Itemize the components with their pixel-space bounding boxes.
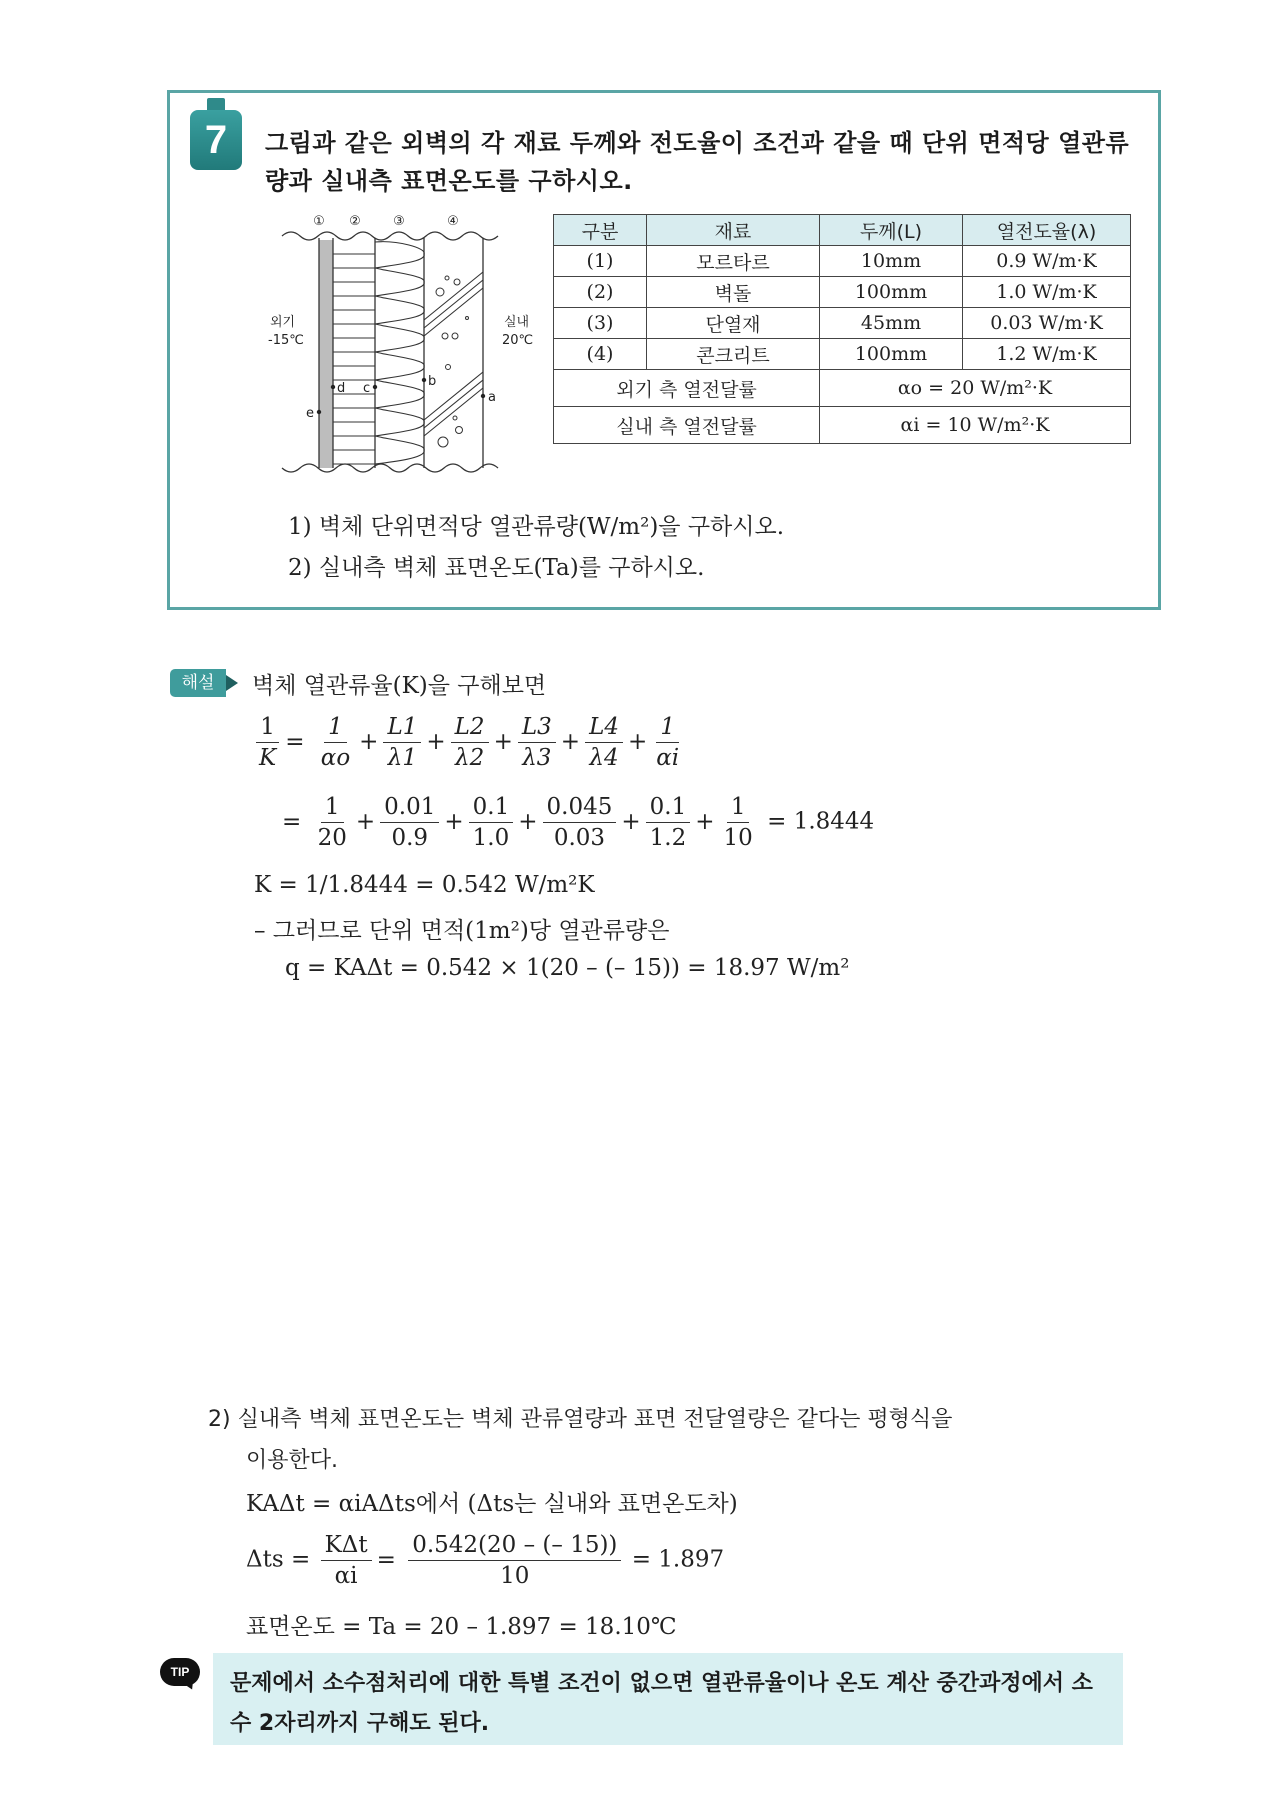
outside-temp: -15℃ (268, 333, 304, 348)
fraction: $\frac{1}{\alpha o}$ (320, 714, 351, 771)
inside-temp: 20℃ (502, 333, 534, 348)
row-id: (3) (554, 308, 647, 339)
balance-equation: KAΔt = αiAΔts에서 (Δts는 실내와 표면온도차) (246, 1491, 738, 1517)
fraction: $\frac{0.1}{1.2}$ (646, 792, 691, 853)
row-thickness: 10mm (820, 246, 963, 277)
row-id: (2) (554, 277, 647, 308)
table-header-row (554, 215, 1131, 246)
fraction: $\frac{L3}{\lambda 3}$ (518, 712, 556, 773)
inside-label: 실내 (504, 315, 530, 330)
point-c-label: c (363, 381, 371, 396)
row-thickness: 45mm (820, 308, 963, 339)
plus-sign: + (627, 728, 648, 755)
surface-temp-line: 표면온도 = Ta = 20 – 1.897 = 18.10℃ (246, 1614, 677, 1640)
concrete-band-line (424, 280, 483, 328)
plus-sign: + (493, 728, 513, 755)
concrete-band-line (424, 388, 483, 436)
fraction: $\frac{0.542(20 - (- 15))}{10}$ (408, 1530, 621, 1591)
point-d-label: d (337, 381, 346, 396)
fraction: $\frac{\text{KΔt}}{\alpha i}$ (321, 1530, 372, 1591)
layer-label-1: ① (313, 214, 325, 229)
solution-intro: 벽체 열관류율(K)을 구해보면 (252, 673, 547, 699)
wall-section-diagram (262, 210, 552, 480)
concrete-band-line (424, 288, 483, 336)
table-row (554, 339, 1131, 370)
plus-sign: + (621, 808, 641, 835)
row-material: 모르타르 (647, 246, 820, 277)
layer-label-3: ③ (393, 214, 405, 229)
insulation-pattern (375, 242, 424, 464)
wavy-bottom-edge (282, 464, 498, 472)
part2-text-2: 이용한다. (246, 1448, 339, 1473)
point-d-marker (331, 385, 335, 389)
row-material: 콘크리트 (647, 339, 820, 370)
header-thickness: 두께(L) (820, 215, 963, 246)
aggregate-dot (456, 427, 463, 434)
table-row (554, 246, 1131, 277)
row-conductivity: 1.0 W/m·K (963, 277, 1131, 308)
heat-flow-line: q = KAΔt = 0.542 × 1(20 – (– 15)) = 18.97 W/m² (285, 955, 850, 981)
fraction: $\frac{1}{K}$ (255, 712, 280, 773)
aggregate-dot (445, 276, 449, 280)
row-conductivity: 0.9 W/m·K (963, 246, 1131, 277)
problem-number: 7 (190, 110, 242, 170)
inside-film-row (554, 407, 1131, 444)
fraction: $\frac{L2}{\lambda 2}$ (451, 712, 489, 773)
inside-film-label: 실내 측 열전달률 (554, 407, 820, 444)
layer-label-2: ② (349, 214, 361, 229)
outside-label: 외기 (270, 315, 296, 330)
mortar-layer (319, 240, 333, 468)
problem-number-badge (190, 98, 242, 172)
sub-question-2: 2) 실내측 벽체 표면온도(Ta)를 구하시오. (288, 555, 705, 581)
outside-film-value: αo = 20 W/m²·K (820, 370, 1131, 407)
point-e-label: e (306, 406, 314, 421)
aggregate-dot (446, 365, 451, 370)
row-id: (1) (554, 246, 647, 277)
plus-sign: + (444, 808, 464, 835)
row-thickness: 100mm (820, 339, 963, 370)
fraction: $\frac{1}{\alpha i}$ (656, 714, 680, 771)
row-material: 단열재 (647, 308, 820, 339)
wavy-top-edge (282, 232, 498, 240)
row-id: (4) (554, 339, 647, 370)
header-category: 구분 (554, 215, 647, 246)
header-conductivity: 열전도율(λ) (963, 215, 1131, 246)
table-row (554, 277, 1131, 308)
plus-sign: + (359, 728, 379, 755)
point-a-label: a (488, 390, 496, 405)
delta-ts-lhs: Δts = (246, 1546, 311, 1573)
plus-sign: + (355, 808, 376, 835)
point-a-marker (481, 394, 485, 398)
plus-sign: + (518, 808, 538, 835)
aggregate-dot (454, 279, 460, 285)
point-b-marker (422, 378, 426, 382)
outside-film-row (554, 370, 1131, 407)
aggregate-dot (436, 288, 444, 296)
header-material: 재료 (647, 215, 820, 246)
solution-badge: 해설 (170, 669, 226, 697)
fraction: $\frac{0.1}{1.0}$ (469, 792, 514, 853)
fraction: $\frac{L1}{\lambda 1}$ (383, 712, 421, 773)
fraction: $\frac{0.01}{0.9}$ (380, 792, 439, 853)
delta-ts-result: = 1.897 (631, 1546, 725, 1573)
aggregate-dot (442, 333, 448, 339)
aggregate-dot (453, 416, 457, 420)
sub-question-1: 1) 벽체 단위면적당 열관류량(W/m²)을 구하시오. (288, 514, 785, 540)
k-value-line: K = 1/1.8444 = 0.542 W/m²K (254, 872, 595, 898)
equation-k-values: = $\frac{1}{20}$ + $\frac{0.01}{0.9}$ + $\frac{0.1}{1.0}$ + $\frac{0.045}{0.03}$ + $\frac{0.1}{1.2}$ + $\frac{1}{10}$ = 1.8444 (282, 794, 875, 851)
point-c-marker (373, 385, 377, 389)
tip-text: 문제에서 소수점처리에 대한 특별 조건이 없으면 열관류율이나 온도 계산 중간과정에서 소수 2자리까지 구해도 된다. (230, 1671, 1093, 1736)
inside-film-value: αi = 10 W/m²·K (820, 407, 1131, 444)
fraction: $\frac{L4}{\lambda 4}$ (585, 712, 623, 773)
therefore-line: – 그러므로 단위 면적(1m²)당 열관류량은 (254, 918, 670, 944)
question-text: 그림과 같은 외벽의 각 재료 두께와 전도율이 조건과 같을 때 단위 면적당 열관류량과 실내측 표면온도를 구하시오. (265, 129, 1130, 195)
aggregate-dot (452, 333, 458, 339)
solution-arrow-icon (226, 675, 238, 691)
row-conductivity: 1.2 W/m·K (963, 339, 1131, 370)
materials-table (553, 214, 1131, 444)
point-e-marker (317, 410, 321, 414)
aggregate-dot (466, 317, 469, 320)
point-b-label: b (428, 374, 437, 389)
fraction: $\frac{1}{10}$ (723, 794, 753, 851)
outside-film-label: 외기 측 열전달률 (554, 370, 820, 407)
plus-sign: + (560, 728, 581, 755)
plus-sign: + (426, 728, 446, 755)
fraction: $\frac{0.045}{0.03}$ (543, 792, 617, 853)
tip-speech-bubble-icon: TIP (160, 1658, 200, 1686)
row-thickness: 100mm (820, 277, 963, 308)
row-material: 벽돌 (647, 277, 820, 308)
fraction: $\frac{1}{20}$ (317, 794, 347, 851)
table-row (554, 308, 1131, 339)
equation-result: = 1.8444 (767, 808, 875, 835)
delta-ts-equation: Δts = $\frac{\text{KΔt}}{\alpha i}$ = $\frac{0.542(20 - (- 15))}{10}$ = 1.897 (246, 1532, 725, 1589)
concrete-band-line (424, 272, 483, 320)
equation-k-formula: $\frac{1}{K}$ = $\frac{1}{\alpha o}$ + $\frac{L1}{\lambda 1}$ + $\frac{L2}{\lambda 2}$ + $\frac{L3}{\lambda 3}$ + $\frac{L4}{\lambda 4}$ + $\frac{1}{\alpha i}$ (252, 712, 686, 773)
part2-text-1: 2) 실내측 벽체 표면온도는 벽체 관류열량과 표면 전달열량은 같다는 평형식을 (208, 1407, 953, 1432)
row-conductivity: 0.03 W/m·K (963, 308, 1131, 339)
aggregate-dot (438, 437, 448, 447)
plus-sign: + (695, 808, 715, 835)
layer-label-4: ④ (447, 214, 459, 229)
